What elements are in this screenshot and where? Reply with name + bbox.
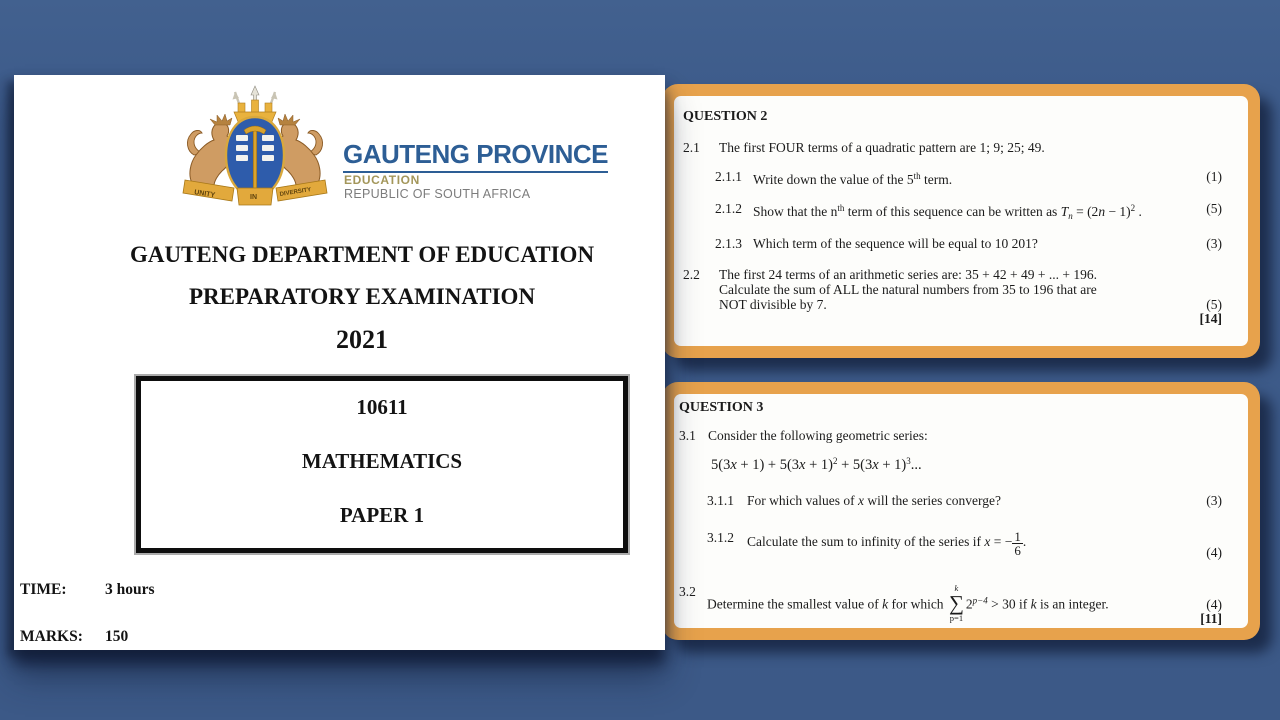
math-x: x xyxy=(984,534,991,549)
math-power-3: 3 xyxy=(906,456,911,466)
shield-bar xyxy=(236,135,248,141)
crown-icon xyxy=(238,103,245,113)
question3-page xyxy=(674,394,1248,628)
shield-bar xyxy=(236,145,248,151)
question3-total-marks: [11] xyxy=(1200,611,1222,626)
exam-year: 2021 xyxy=(336,325,388,354)
motto-unity: UNITY xyxy=(193,189,216,200)
item-text-2-2-line2: Calculate the sum of ALL the natural numbers from 35 to 196 that are xyxy=(719,282,1097,297)
exam-cover-page xyxy=(14,75,665,650)
marks-3-2: (4) xyxy=(1206,597,1222,612)
coat-of-arms xyxy=(180,85,330,220)
superscript-th: th xyxy=(913,171,921,181)
marks-value: 150 xyxy=(105,628,129,645)
summation-symbol: k ∑ p=1 xyxy=(948,583,964,623)
paper-code-box xyxy=(136,376,628,553)
item-number-2-2: 2.2 xyxy=(683,267,700,282)
item-number-2-1-2: 2.1.2 xyxy=(715,201,742,216)
shield-bar xyxy=(236,155,248,161)
motto-in: IN xyxy=(250,194,257,201)
item-number-2-1: 2.1 xyxy=(683,140,700,155)
marks-label: MARKS: xyxy=(20,628,83,645)
time-value: 3 hours xyxy=(105,581,155,598)
item-number-2-1-3: 2.1.3 xyxy=(715,236,742,251)
question2-panel xyxy=(662,84,1260,358)
marks-2-1-1: (1) xyxy=(1206,169,1222,184)
item-text-2-1-1: Write down the value of the 5th term. xyxy=(753,171,953,187)
paper-code: 10611 xyxy=(356,395,408,419)
math-x: x xyxy=(730,457,737,473)
math-power-2: 2 xyxy=(1130,203,1136,213)
superscript-th: th xyxy=(837,203,845,213)
item-text-2-1: The first FOUR terms of a quadratic pattern are 1; 9; 25; 49. xyxy=(719,140,1045,155)
paper-subject: MATHEMATICS xyxy=(301,449,463,473)
shield-bar xyxy=(262,135,274,141)
geometric-series-formula: $5(3x + 1) + 5(3x + 1)^2 + 5(3x + 1)^3$... xyxy=(711,456,922,473)
paper-number: PAPER 1 xyxy=(339,503,425,527)
marks-3-1-2: (4) xyxy=(1206,545,1222,560)
marks-3-1-1: (3) xyxy=(1206,493,1222,508)
math-exponent-p-4: p−4 xyxy=(972,595,988,606)
item-number-3-1-2: 3.1.2 xyxy=(707,530,734,545)
item-text-3-2: Determine the smallest value of k for which k ∑ p=1 $2^{p-4} > 30$ if k is an integer. xyxy=(707,583,1109,623)
item-number-3-2: 3.2 xyxy=(679,584,696,599)
crown-icon xyxy=(265,103,272,113)
question2-total-marks: [14] xyxy=(1199,311,1222,326)
marks-2-1-3: (3) xyxy=(1206,236,1222,251)
item-text-2-2-line3: NOT divisible by 7. xyxy=(719,297,827,312)
math-n: n xyxy=(1098,204,1106,219)
item-number-3-1: 3.1 xyxy=(679,428,696,443)
question3-heading: QUESTION 3 xyxy=(679,400,764,415)
item-text-2-2-line1: The first 24 terms of an arithmetic series are: 35 + 42 + 49 + ... + 196. xyxy=(719,267,1097,282)
item-text-3-1: Consider the following geometric series: xyxy=(708,428,928,443)
math-x: x xyxy=(857,493,864,508)
department-title: GAUTENG DEPARTMENT OF EDUCATION xyxy=(129,242,595,267)
exam-title: PREPARATORY EXAMINATION xyxy=(188,284,536,309)
math-x: x xyxy=(872,457,879,473)
shield-bar xyxy=(262,145,274,151)
item-number-3-1-1: 3.1.1 xyxy=(707,493,734,508)
shield-bar xyxy=(262,155,274,161)
item-text-3-1-2: Calculate the sum to infinity of the series if x = − $\frac{1}{6}$ . xyxy=(747,529,1027,558)
item-text-2-1-3: Which term of the sequence will be equal to 10 201? xyxy=(753,236,1038,251)
math-k: k xyxy=(1030,596,1037,612)
education-label: EDUCATION xyxy=(344,173,420,187)
staff-icon xyxy=(253,127,257,191)
question2-page xyxy=(674,96,1248,346)
time-label: TIME: xyxy=(20,581,67,598)
item-number-2-1-1: 2.1.1 xyxy=(715,169,742,184)
question2-heading: QUESTION 2 xyxy=(683,109,768,124)
motto-diversity: DIVERSITY xyxy=(279,187,312,198)
math-T: T xyxy=(1060,204,1069,219)
marks-2-2: (5) xyxy=(1206,297,1222,312)
math-power-2: 2 xyxy=(833,456,838,466)
gauteng-province-wordmark: GAUTENG PROVINCE xyxy=(343,139,608,173)
marks-2-1-2: (5) xyxy=(1206,201,1222,216)
republic-of-south-africa-label: REPUBLIC OF SOUTH AFRICA xyxy=(344,187,531,201)
fraction-one-sixth: $\frac{1}{6}$ xyxy=(1014,529,1021,558)
math-k: k xyxy=(882,596,889,612)
item-text-2-1-2: Show that the $n^{th}$ term of this sequence can be written as $T_n = (2n - 1)^2$ . xyxy=(753,203,1142,221)
math-x: x xyxy=(799,457,806,473)
item-text-3-1-1: For which values of x will the series converge? xyxy=(747,493,1001,508)
math-T-sub-n: n xyxy=(1068,211,1073,221)
crown-icon xyxy=(252,100,259,113)
question3-panel xyxy=(662,382,1260,640)
